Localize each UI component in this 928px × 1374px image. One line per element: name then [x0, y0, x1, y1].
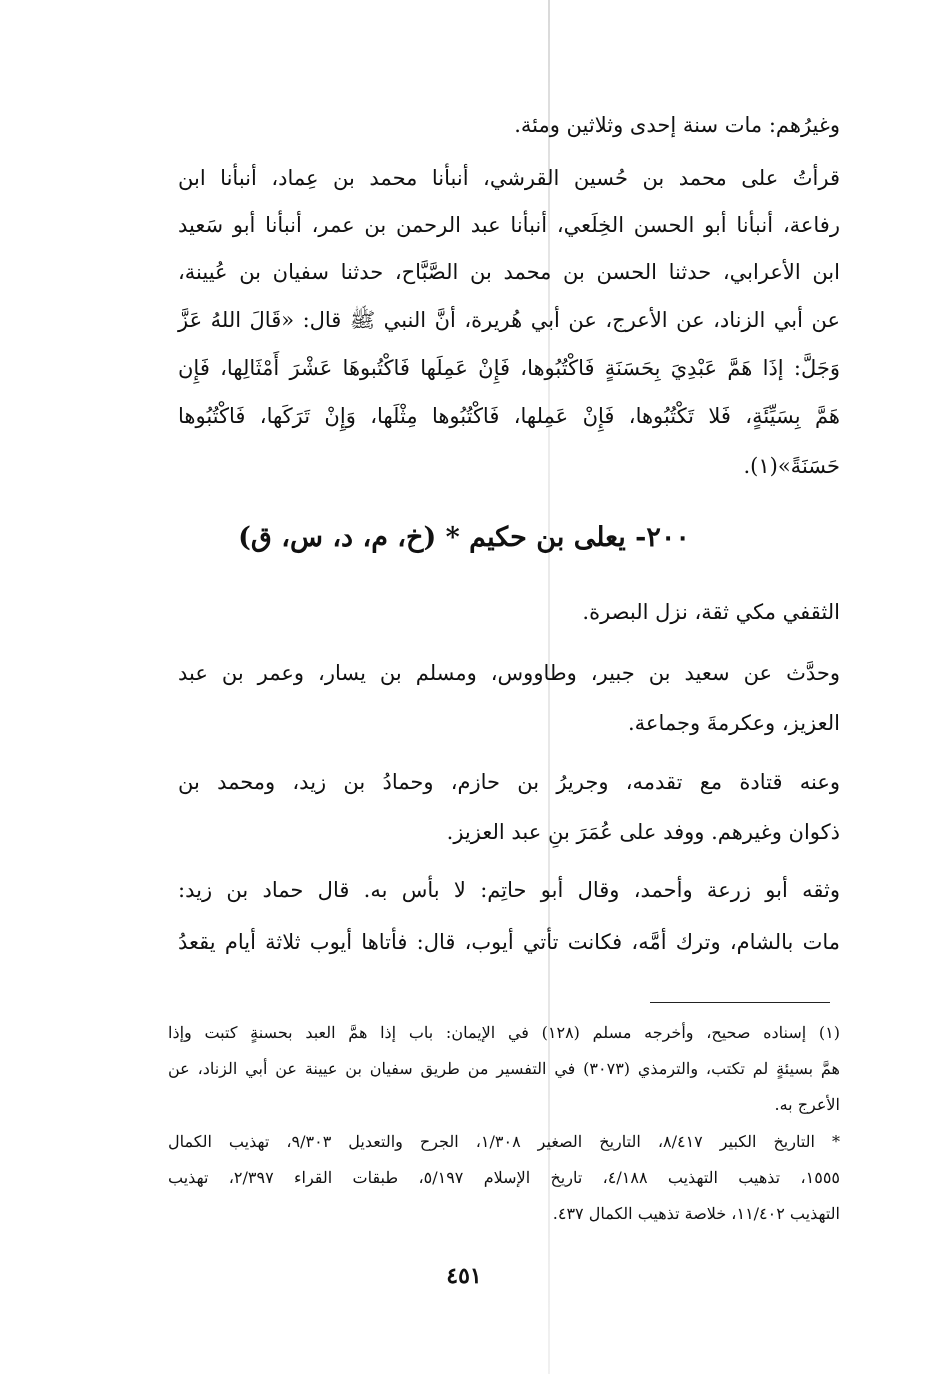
text-line: عن أبي الزناد، عن الأعرج، عن أبي هُريرة، أنَّ النبي ﷺ قال: «قَالَ اللهُ عَزَّ — [178, 308, 840, 332]
text-line: وعنه قتادة مع تقدمه، وجريرُ بن حازم، وحمادُ بن زيد، ومحمد بن — [178, 770, 840, 794]
page-number: ٤٥١ — [446, 1263, 482, 1289]
entry-heading: ٢٠٠- يعلى بن حكيم * (خ، م، د، س، ق) — [238, 522, 690, 553]
footnote-line: * التاريخ الكبير ٨/٤١٧، التاريخ الصغير ١/٣٠٨، الجرح والتعديل ٩/٣٠٣، تهذيب الكمال — [168, 1132, 841, 1151]
text-line: ذكوان وغيرهم. ووفد على عُمَرَ بنِ عبد العزيز. — [446, 820, 840, 844]
text-line: رفاعة، أنبأنا أبو الحسن الخِلَعي، أنبأنا عبد الرحمن بن عمر، أنبأنا أبو سَعيد — [178, 213, 840, 237]
text-line: حَسَنَةً»(١). — [743, 454, 840, 478]
text-line: هَمَّ بِسَيِّئَةٍ، فَلا تَكْتُبُوها، فَإِنْ عَمِلها، فَاكْتُبُوها مِثْلَها، وَإِنْ تَرَكَها، فَاكْتُبُوها — [178, 404, 840, 428]
text-line: ابن الأعرابي، حدثنا الحسن بن محمد بن الصَّبَّاح، حدثنا سفيان بن عُيينة، — [178, 260, 840, 284]
footnote-line: ١٥٥٥، تذهيب التهذيب ٤/١٨٨، تاريخ الإسلام ٥/١٩٧، طبقات القراء ٢/٣٩٧، تهذيب — [168, 1168, 840, 1187]
footnote-separator — [650, 1002, 830, 1003]
footnote-line: التهذيب ١١/٤٠٢، خلاصة تذهيب الكمال ٤٣٧. — [552, 1204, 840, 1223]
text-line: وَجَلَّ: إذَا هَمَّ عَبْدِيَ بِحَسَنَةٍ فَاكْتُبُوها، فَإِنْ عَمِلَها فَاكْتُبوهَا عَشْرَ أَمْثَالِها، فَإِن — [178, 356, 840, 380]
text-line: مات بالشام، وترك أمَّه، فكانت تأتي أيوب، قال: فأتاها أيوب ثلاثة أيام يقعدُ — [178, 930, 840, 954]
text-line: وحدَّث عن سعيد بن جبير، وطاووس، ومسلم بن يسار، وعمر بن عبد — [178, 661, 840, 685]
text-line: العزيز، وعكرمةَ وجماعة. — [628, 711, 840, 735]
text-line: وثقه أبو زرعة وأحمد، وقال أبو حاتِم: لا بأس به. قال حماد بن زيد: — [178, 878, 840, 902]
text-line: الثقفي مكي ثقة، نزل البصرة. — [582, 600, 840, 624]
footnote-line: الأعرج به. — [774, 1095, 840, 1114]
footnote-line: (١) إسناده صحيح، وأخرجه مسلم (١٢٨) في الإيمان: باب إذا همَّ العبد بحسنةٍ كتبت وإذا — [168, 1023, 841, 1042]
footnote-line: همَّ بسيئةٍ لم تكتب، والترمذي (٣٠٧٣) في التفسير من طريق سفيان بن عيينة عن أبي الزناد، عن — [168, 1059, 840, 1078]
text-line: وغيرُهم: مات سنة إحدى وثلاثين ومئة. — [514, 113, 840, 137]
text-line: قرأتُ على محمد بن حُسين القرشي، أنبأنا محمد بن عِماد، أنبأنا ابن — [178, 166, 840, 190]
